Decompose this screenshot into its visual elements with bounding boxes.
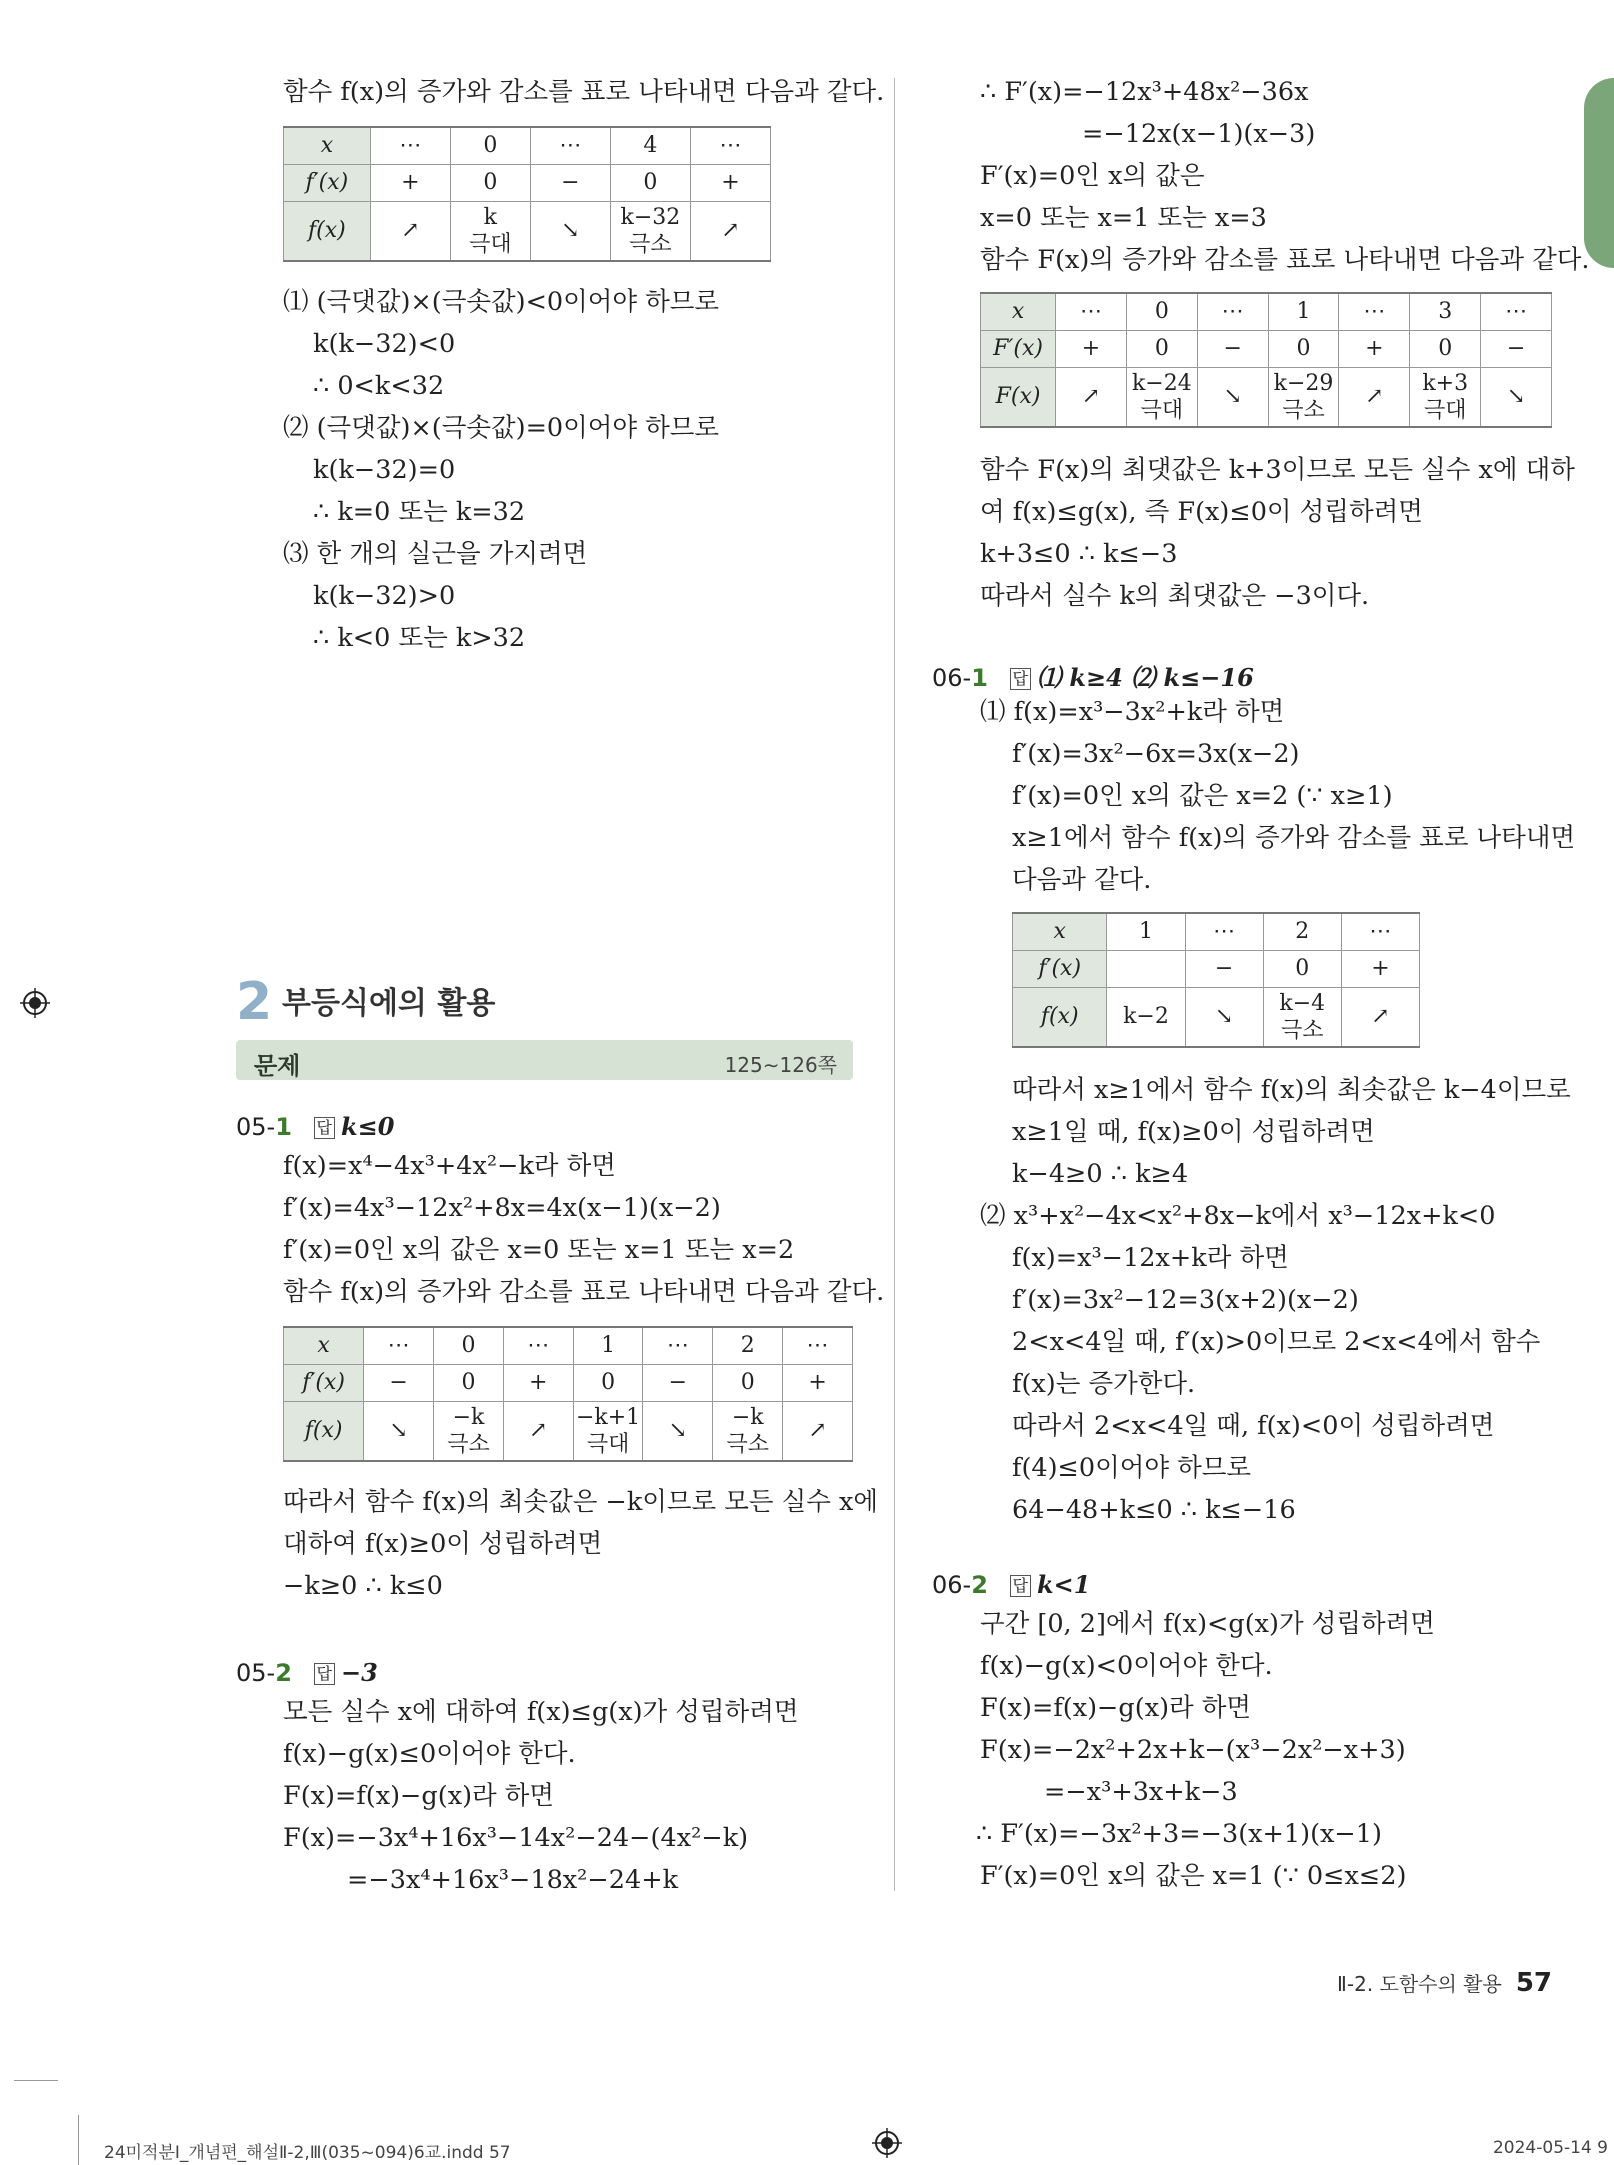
munje-pages: 125∼126쪽: [724, 1053, 837, 1077]
cell-text: −: [1506, 336, 1526, 362]
table-cell: [450, 127, 530, 165]
table-row: [981, 293, 1552, 331]
table-cell: [1185, 988, 1263, 1048]
table-cell: [1197, 293, 1268, 331]
cell-text: ⋯: [527, 1333, 550, 1359]
table-cell: [1341, 951, 1419, 988]
cell-text: ⋯: [719, 133, 742, 159]
table-cell: [1107, 913, 1185, 951]
table-cell: [981, 293, 1056, 331]
table-sign-chart-05-1: [283, 1326, 853, 1462]
table-cell: [1481, 368, 1552, 428]
cell-text: 극소: [629, 232, 672, 257]
text-line: f′(x)=3x²−6x=3x(x−2): [1012, 739, 1300, 769]
table-cell: [713, 1365, 783, 1402]
table-cell: [284, 202, 371, 262]
text-line: 함수 F(x)의 최댓값은 k+3이므로 모든 실수 x에 대하: [980, 455, 1575, 485]
table-row: [1013, 951, 1420, 988]
cell-text: 극소: [447, 1432, 490, 1457]
answer: ⑴ k≥4 ⑵ k≤−16: [1037, 663, 1254, 692]
cell-text: k−32: [620, 204, 681, 230]
table-cell: [1056, 293, 1127, 331]
cell-text: k−2: [1123, 1004, 1169, 1030]
text-line: f′(x)=4x³−12x²+8x=4x(x−1)(x−2): [283, 1193, 721, 1223]
table-cell: [1197, 331, 1268, 368]
table-cell: [1481, 331, 1552, 368]
cell-text: ⋯: [1079, 299, 1102, 325]
table-sign-chart-1: [283, 126, 771, 262]
cell-text: −: [668, 1370, 688, 1396]
table-cell: [284, 1327, 364, 1365]
text-line: ⑵ x³+x²−4x<x²+8x−k에서 x³−12x+k<0: [980, 1201, 1496, 1231]
cell-text: 극소: [1280, 1018, 1324, 1043]
table-cell: [1056, 368, 1127, 428]
table-cell: [1013, 951, 1107, 988]
text-line: k(k−32)=0: [313, 455, 456, 485]
cell-text: f′(x): [302, 1370, 345, 1396]
text-line: ∴ F′(x)=−12x³+48x²−36x: [980, 77, 1309, 107]
table-row: [1013, 913, 1420, 951]
prob-num-b: 1: [971, 664, 988, 692]
table-cell: [573, 1365, 643, 1402]
table-row: [981, 368, 1552, 428]
text-line: F(x)=f(x)−g(x)라 하면: [980, 1693, 1252, 1723]
slug-left: 24미적분Ⅰ_개념편_해설Ⅱ-2,Ⅲ(035~094)6교.indd 57: [104, 2143, 511, 2163]
answer-box: 답: [1010, 668, 1031, 689]
table-cell: [1126, 368, 1197, 428]
text-line: f(x)=x⁴−4x³+4x²−k라 하면: [283, 1151, 616, 1181]
page-number: 57: [1515, 1968, 1552, 1998]
cell-text: 1: [1138, 919, 1153, 945]
text-line: =−3x⁴+16x³−18x²−24+k: [347, 1865, 679, 1895]
table-cell: [1341, 913, 1419, 951]
answer: −3: [341, 1658, 378, 1687]
text-line: x≥1일 때, f(x)≥0이 성립하려면: [1012, 1117, 1375, 1147]
prob-num-b: 2: [275, 1659, 292, 1687]
table-cell: [503, 1327, 573, 1365]
munje-label: 문제: [254, 1052, 301, 1080]
page-footer: [1337, 1968, 1552, 1998]
prob-num-b: 2: [971, 1571, 988, 1599]
table-cell: [573, 1402, 643, 1462]
text-line: ⑴ (극댓값)×(극솟값)<0이어야 하므로: [283, 287, 720, 317]
table-cell: [981, 331, 1056, 368]
cell-text: k−4: [1279, 990, 1326, 1016]
cell-text: 0: [643, 170, 658, 196]
cell-text: −: [1223, 336, 1242, 362]
cell-text: ⋯: [1213, 919, 1236, 945]
table-sign-chart-06-1: [1012, 912, 1420, 1048]
cell-text: ↗: [1365, 384, 1384, 410]
cell-text: x: [1053, 919, 1066, 945]
text-line: F′(x)=0인 x의 값은: [980, 161, 1205, 191]
text-line: k−4≥0 ∴ k≥4: [1012, 1159, 1189, 1189]
cell-text: k: [483, 204, 498, 230]
cell-text: ↘: [668, 1418, 688, 1444]
cell-text: 1: [601, 1333, 616, 1359]
table-cell: [783, 1365, 853, 1402]
table-cell: [610, 165, 690, 202]
text-line: f(x)−g(x)<0이어야 한다.: [980, 1651, 1273, 1681]
cell-text: k−29: [1273, 370, 1334, 396]
table-cell: [284, 165, 371, 202]
text-line: 따라서 x≥1에서 함수 f(x)의 최솟값은 k−4이므로: [1012, 1075, 1571, 1105]
cell-text: ⋯: [1505, 299, 1528, 325]
cell-text: ↘: [1214, 1004, 1234, 1030]
prob-num-a: 05-: [236, 1659, 276, 1687]
text-line: f′(x)=3x²−12=3(x+2)(x−2): [1012, 1285, 1359, 1315]
column-divider: [894, 78, 895, 1891]
table-cell: [643, 1402, 713, 1462]
table-cell: [1107, 988, 1185, 1048]
answer-box: 답: [314, 1117, 335, 1138]
table-row: [284, 1327, 853, 1365]
table-cell: [284, 1402, 364, 1462]
prob-num-a: 06-: [932, 1571, 972, 1599]
cell-text: 0: [1154, 299, 1169, 325]
cell-text: ↘: [389, 1418, 408, 1444]
text-line: 여 f(x)≤g(x), 즉 F(x)≤0이 성립하려면: [980, 497, 1423, 527]
answer: k<1: [1037, 1570, 1091, 1599]
text-line: f′(x)=0인 x의 값은 x=2 (∵ x≥1): [1012, 781, 1393, 811]
text-line: f′(x)=0인 x의 값은 x=0 또는 x=1 또는 x=2: [283, 1235, 795, 1265]
table-cell: [364, 1327, 434, 1365]
cell-text: ⋯: [1369, 919, 1392, 945]
cell-text: ↗: [1081, 384, 1101, 410]
cell-text: +: [401, 170, 420, 196]
text-line: ∴ 0<k<32: [313, 371, 445, 401]
table-cell: [1268, 331, 1339, 368]
cell-text: +: [1365, 336, 1384, 362]
table-cell: [1013, 988, 1107, 1048]
crop-mark: [78, 2115, 79, 2165]
table-cell: [434, 1365, 504, 1402]
cell-text: −: [1214, 956, 1234, 982]
prob-num-a: 06-: [932, 664, 972, 692]
cell-text: ⋯: [1221, 299, 1244, 325]
table-cell: [1339, 293, 1410, 331]
cell-text: f(x): [304, 1418, 343, 1444]
cell-text: f′(x): [305, 170, 349, 196]
cell-text: 극대: [586, 1432, 630, 1457]
text-line: F(x)=−3x⁴+16x³−14x²−24−(4x²−k): [283, 1823, 749, 1853]
cell-text: x: [317, 1333, 330, 1359]
cell-text: 2: [1295, 919, 1310, 945]
section-number: 2: [236, 972, 273, 1032]
text-line: x≥1에서 함수 f(x)의 증가와 감소를 표로 나타내면: [1012, 823, 1576, 853]
cell-text: ↘: [1223, 384, 1242, 410]
cell-text: 0: [483, 133, 498, 159]
cell-text: 극소: [1282, 398, 1325, 423]
table-row: [284, 1365, 853, 1402]
text-line: −k≥0 ∴ k≤0: [283, 1571, 443, 1601]
text-line: 따라서 2<x<4일 때, f(x)<0이 성립하려면: [1012, 1411, 1495, 1441]
table-cell: [610, 127, 690, 165]
table-cell: [1481, 293, 1552, 331]
cell-text: +: [721, 170, 740, 196]
table-cell: [1268, 293, 1339, 331]
cell-text: −k: [452, 1404, 485, 1430]
cell-text: −: [561, 170, 580, 196]
cell-text: k+3: [1422, 370, 1469, 396]
table-cell: [1339, 368, 1410, 428]
table-cell: [364, 1402, 434, 1462]
table-cell: [690, 127, 770, 165]
table-cell: [503, 1402, 573, 1462]
text-line: f(x)−g(x)≤0이어야 한다.: [283, 1739, 576, 1769]
registration-mark-icon: [20, 988, 50, 1018]
table-row: [981, 331, 1552, 368]
table-cell: [1107, 951, 1185, 988]
table-cell: [1056, 331, 1127, 368]
table-cell: [284, 127, 371, 165]
cell-text: 0: [1438, 336, 1453, 362]
cell-text: ⋯: [559, 133, 582, 159]
cell-text: ⋯: [399, 133, 422, 159]
cell-text: ⋯: [1363, 299, 1386, 325]
table-cell: [503, 1365, 573, 1402]
cell-text: ↘: [1506, 384, 1526, 410]
text-line: F′(x)=0인 x의 값은 x=1 (∵ 0≤x≤2): [980, 1861, 1407, 1891]
table-row: [284, 165, 771, 202]
cell-text: 3: [1438, 299, 1453, 325]
text-line: k+3≤0 ∴ k≤−3: [980, 539, 1178, 569]
cell-text: 0: [1296, 336, 1311, 362]
table-cell: [1410, 368, 1481, 428]
problem-05-1-header: [236, 1112, 394, 1141]
text-line: 함수 f(x)의 증가와 감소를 표로 나타내면 다음과 같다.: [283, 1277, 885, 1307]
cell-text: ⋯: [666, 1333, 689, 1359]
cell-text: ⋯: [387, 1333, 410, 1359]
text-line: ∴ F′(x)=−3x²+3=−3(x+1)(x−1): [976, 1819, 1382, 1849]
cell-text: 0: [1295, 956, 1310, 982]
text-line: =−x³+3x+k−3: [1044, 1777, 1238, 1807]
table-cell: [690, 165, 770, 202]
table-cell: [450, 202, 530, 262]
table-row: [284, 1402, 853, 1462]
cell-text: −k: [731, 1404, 764, 1430]
table-cell: [284, 1365, 364, 1402]
cell-text: ↘: [561, 218, 580, 244]
table-cell: [1268, 368, 1339, 428]
text-line: 따라서 함수 f(x)의 최솟값은 −k이므로 모든 실수 x에: [283, 1487, 879, 1517]
table-cell: [713, 1327, 783, 1365]
text-line: f(x)는 증가한다.: [1012, 1369, 1196, 1399]
table-cell: [1339, 331, 1410, 368]
table-cell: [1013, 913, 1107, 951]
table-cell: [370, 202, 450, 262]
cell-text: ↗: [721, 218, 740, 244]
cell-text: F(x): [995, 384, 1041, 410]
cell-text: 극소: [726, 1432, 769, 1457]
cell-text: ↗: [1371, 1004, 1390, 1030]
table-cell: [370, 127, 450, 165]
text-line: 모든 실수 x에 대하여 f(x)≤g(x)가 성립하려면: [283, 1697, 799, 1727]
crop-mark: [14, 2080, 58, 2081]
text-line: ⑵ (극댓값)×(극솟값)=0이어야 하므로: [283, 413, 720, 443]
table-cell: [1185, 913, 1263, 951]
table-cell: [450, 165, 530, 202]
table-cell: [530, 202, 610, 262]
table-cell: [643, 1365, 713, 1402]
cell-text: x: [320, 133, 334, 159]
cell-text: ⋯: [806, 1333, 829, 1359]
cell-text: f′(x): [1038, 956, 1082, 982]
table-cell: [1263, 988, 1341, 1048]
cell-text: 4: [643, 133, 658, 159]
text-line: k(k−32)<0: [313, 329, 456, 359]
cell-text: +: [1081, 336, 1101, 362]
left-top-line: 함수 f(x)의 증가와 감소를 표로 나타내면 다음과 같다.: [283, 77, 885, 107]
chapter-tab: [1584, 78, 1614, 268]
table-cell: [783, 1327, 853, 1365]
table-row: [284, 202, 771, 262]
cell-text: 극대: [469, 232, 512, 257]
table-cell: [1263, 951, 1341, 988]
text-line: ⑴ f(x)=x³−3x²+k라 하면: [980, 697, 1285, 727]
prob-num-a: 05-: [236, 1113, 276, 1141]
text-line: 다음과 같다.: [1012, 865, 1152, 895]
text-line: 구간 [0, 2]에서 f(x)<g(x)가 성립하려면: [980, 1609, 1435, 1639]
table-cell: [573, 1327, 643, 1365]
cell-text: f(x): [308, 218, 346, 244]
text-line: 2<x<4일 때, f′(x)>0이므로 2<x<4에서 함수: [1012, 1327, 1541, 1357]
cell-text: 1: [1296, 299, 1311, 325]
registration-mark-icon: [872, 2128, 902, 2158]
cell-text: −k+1: [575, 1404, 641, 1430]
text-line: 대하여 f(x)≥0이 성립하려면: [283, 1529, 603, 1559]
answer-box: 답: [314, 1663, 335, 1684]
cell-text: 0: [1154, 336, 1169, 362]
cell-text: 2: [740, 1333, 755, 1359]
text-line: ∴ k=0 또는 k=32: [313, 497, 526, 527]
section-title: 부등식에의 활용: [282, 986, 496, 1021]
text-line: f(x)=x³−12x+k라 하면: [1012, 1243, 1289, 1273]
cell-text: 극대: [1423, 398, 1467, 423]
cell-text: f(x): [1040, 1004, 1079, 1030]
table-cell: [1263, 913, 1341, 951]
table-cell: [783, 1402, 853, 1462]
table-cell: [610, 202, 690, 262]
table-cell: [1341, 988, 1419, 1048]
table-cell: [981, 368, 1056, 428]
chapter-label: Ⅱ-2. 도함수의 활용: [1337, 1972, 1502, 1996]
table-cell: [690, 202, 770, 262]
table-cell: [1126, 331, 1197, 368]
cell-text: 0: [483, 170, 498, 196]
table-cell: [1126, 293, 1197, 331]
text-line: 함수 F(x)의 증가와 감소를 표로 나타내면 다음과 같다.: [980, 245, 1590, 275]
prob-num-b: 1: [275, 1113, 292, 1141]
cell-text: +: [808, 1370, 827, 1396]
cell-text: ↗: [529, 1418, 548, 1444]
text-line: F(x)=−2x²+2x+k−(x³−2x²−x+3): [980, 1735, 1406, 1765]
table-cell: [364, 1365, 434, 1402]
table-cell: [1410, 331, 1481, 368]
munje-bar: [236, 1040, 853, 1080]
table-cell: [713, 1402, 783, 1462]
cell-text: 0: [601, 1370, 616, 1396]
table-cell: [530, 165, 610, 202]
text-line: 64−48+k≤0 ∴ k≤−16: [1012, 1495, 1296, 1525]
cell-text: x: [1011, 299, 1025, 325]
problem-06-2-header: [932, 1570, 1090, 1599]
cell-text: 0: [461, 1370, 476, 1396]
cell-text: k−24: [1131, 370, 1192, 396]
cell-text: ↗: [808, 1418, 827, 1444]
table-row: [284, 127, 771, 165]
table-row: [1013, 988, 1420, 1048]
cell-text: +: [1371, 956, 1390, 982]
table-cell: [1185, 951, 1263, 988]
table-cell: [1197, 368, 1268, 428]
cell-text: 0: [461, 1333, 476, 1359]
table-cell: [434, 1402, 504, 1462]
problem-06-1-header: [932, 658, 1254, 693]
table-cell: [643, 1327, 713, 1365]
text-line: ⑶ 한 개의 실근을 가지려면: [283, 539, 588, 569]
slug-right: 2024-05-14 9: [1492, 2138, 1608, 2158]
text-line: x=0 또는 x=1 또는 x=3: [980, 203, 1267, 233]
text-line: f(4)≤0이어야 하므로: [1012, 1453, 1252, 1483]
cell-text: 0: [740, 1370, 755, 1396]
cell-text: 극대: [1140, 398, 1184, 423]
cell-text: +: [529, 1370, 548, 1396]
table-cell: [530, 127, 610, 165]
table-sign-chart-2: [980, 292, 1552, 428]
text-line: F(x)=f(x)−g(x)라 하면: [283, 1781, 555, 1811]
text-line: k(k−32)>0: [313, 581, 456, 611]
text-line: =−12x(x−1)(x−3): [1082, 119, 1316, 149]
text-line: ∴ k<0 또는 k>32: [313, 623, 526, 653]
answer: k≤0: [341, 1112, 395, 1141]
table-cell: [370, 165, 450, 202]
cell-text: ↗: [401, 218, 420, 244]
text-line: 따라서 실수 k의 최댓값은 −3이다.: [980, 581, 1370, 611]
answer-box: 답: [1010, 1575, 1031, 1596]
problem-05-2-header: [236, 1658, 378, 1687]
cell-text: −: [389, 1370, 408, 1396]
cell-text: F′(x): [993, 336, 1043, 362]
table-cell: [1410, 293, 1481, 331]
table-cell: [434, 1327, 504, 1365]
